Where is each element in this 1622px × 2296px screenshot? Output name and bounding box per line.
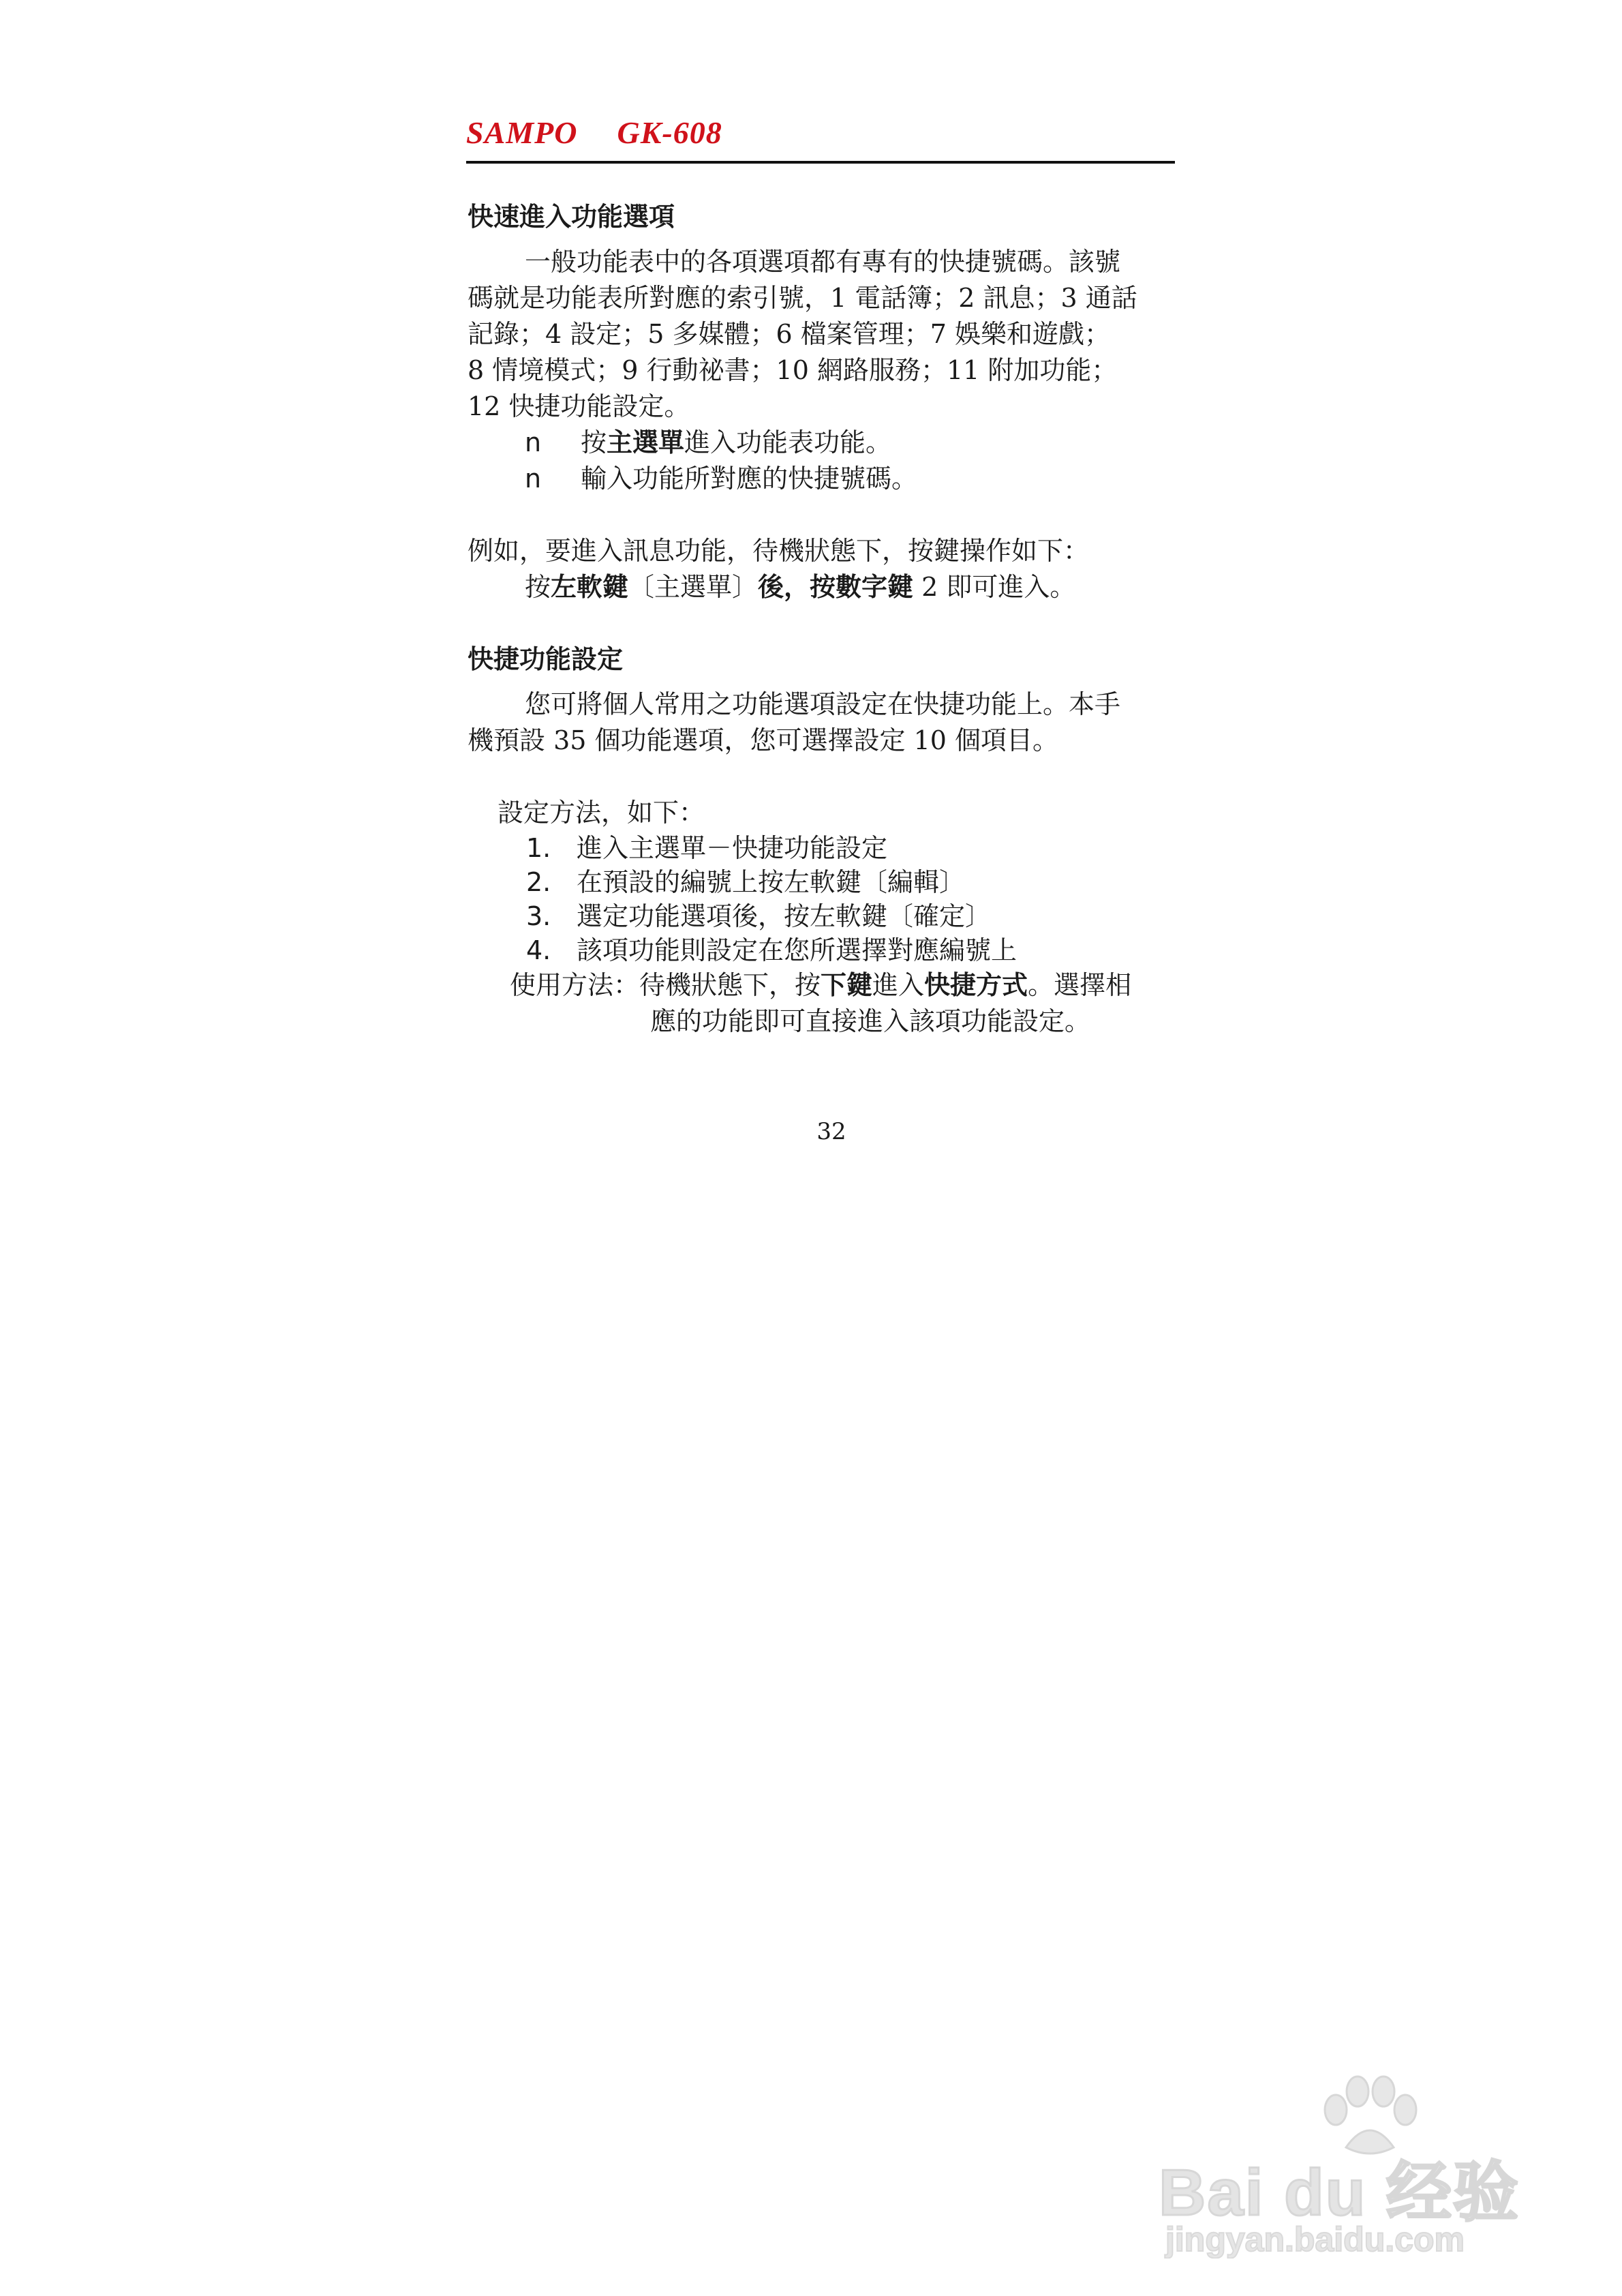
list-item bbox=[526, 899, 1176, 933]
page-header bbox=[466, 115, 1175, 164]
section2-title: 快捷功能設定 bbox=[468, 644, 624, 674]
example-text-part: 按 bbox=[525, 572, 551, 602]
spacer bbox=[468, 605, 1176, 641]
step-number: 1. bbox=[526, 833, 551, 863]
list-item bbox=[526, 831, 1176, 865]
section2-para-line: 您可將個人常用之功能選項設定在快捷功能上。本手 bbox=[525, 689, 1121, 719]
step-text: 該項功能則設定在您所選擇對應編號上 bbox=[577, 935, 1017, 965]
step-text: 在預設的編號上按左軟鍵〔編輯〕 bbox=[577, 867, 966, 897]
spacer bbox=[468, 759, 1176, 795]
bullet-text-part: 按 bbox=[581, 427, 607, 457]
step-text: 進入主選單－快捷功能設定 bbox=[577, 833, 888, 863]
section1-para-line: 一般功能表中的各項選項都有專有的快捷號碼。該號 bbox=[525, 247, 1121, 277]
section1-para-line: 碼就是功能表所對應的索引號，1 電話簿；2 訊息；3 通話 bbox=[468, 283, 1137, 313]
step-number: 3. bbox=[526, 901, 551, 931]
usage-text-part: 。選擇相 bbox=[1028, 970, 1132, 1000]
list-item bbox=[526, 865, 1176, 899]
usage-line-continued: 應的功能即可直接進入該項功能設定。 bbox=[650, 1006, 1091, 1036]
step-text: 選定功能選項後，按左軟鍵〔確定〕 bbox=[577, 901, 992, 931]
step-number: 4. bbox=[526, 935, 551, 965]
brand-title bbox=[466, 115, 722, 150]
example-text-part: 〔主選單〕 bbox=[628, 572, 759, 602]
section1-para-line: 12 快捷功能設定。 bbox=[468, 391, 690, 421]
steps-list bbox=[468, 831, 1176, 967]
example-line bbox=[468, 569, 1176, 605]
example-text-part: 2 即可進入。 bbox=[913, 572, 1076, 602]
main-menu-term: 主選單 bbox=[607, 427, 685, 457]
bullet-text bbox=[581, 425, 891, 461]
section2-para-line: 機預設 35 個功能選項，您可選擇設定 10 個項目。 bbox=[468, 725, 1059, 755]
shortcut-mode-term: 快捷方式 bbox=[924, 970, 1028, 1000]
bullet-text: 輸入功能所對應的快捷號碼。 bbox=[581, 464, 918, 494]
section1-para-line: 記錄；4 設定；5 多媒體；6 檔案管理；7 娛樂和遊戲； bbox=[468, 319, 1111, 349]
usage-text-part: 使用方法：待機狀態下，按 bbox=[510, 970, 821, 1000]
section1-title: 快速進入功能選項 bbox=[468, 202, 675, 232]
bullet-item bbox=[468, 425, 1176, 461]
usage-line bbox=[510, 967, 1176, 1003]
left-softkey-term: 左軟鍵 bbox=[551, 572, 629, 602]
bullet-text-part: 進入功能表功能。 bbox=[684, 427, 892, 457]
brand-name: SAMPO bbox=[466, 115, 578, 150]
bullet-item bbox=[468, 461, 1176, 497]
watermark-url: jingyan.baidu.com bbox=[1165, 2220, 1465, 2259]
page-number: 32 bbox=[816, 1118, 846, 1145]
baidu-watermark bbox=[1159, 2059, 1540, 2263]
bullet-marker: n bbox=[525, 427, 542, 457]
method-intro: 設定方法，如下： bbox=[498, 798, 705, 828]
model-name: GK-608 bbox=[617, 115, 722, 150]
example-intro: 例如，要進入訊息功能，待機狀態下，按鍵操作如下： bbox=[468, 536, 1090, 566]
number-key-term: 後，按數字鍵 bbox=[758, 572, 914, 602]
step-number: 2. bbox=[526, 867, 551, 897]
down-key-term: 下鍵 bbox=[821, 970, 873, 1000]
watermark-logo: Bai du 经验 bbox=[1159, 2156, 1520, 2229]
list-item bbox=[526, 933, 1176, 967]
bullet-marker: n bbox=[525, 464, 542, 494]
page-content bbox=[468, 199, 1176, 1040]
spacer bbox=[468, 497, 1176, 533]
section1-para-line: 8 情境模式；9 行動祕書；10 網路服務；11 附加功能； bbox=[468, 355, 1118, 385]
usage-text-part: 進入 bbox=[872, 970, 925, 1000]
